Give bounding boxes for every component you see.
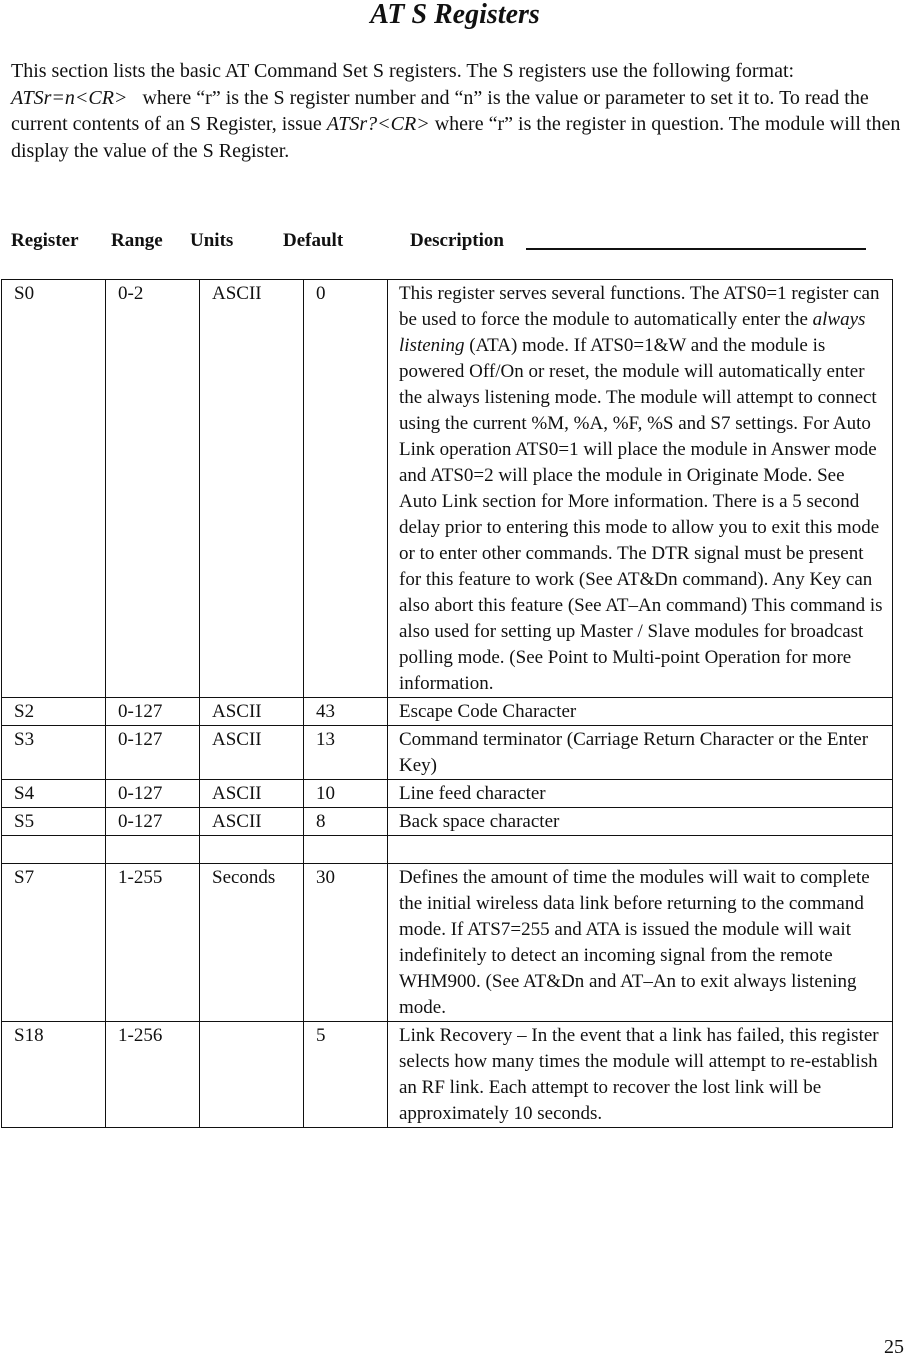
- command-read: ATSr?<CR>: [326, 113, 430, 135]
- intro-paragraph: [11, 58, 910, 164]
- units-cell: ASCII: [200, 726, 304, 780]
- intro-text-3: where “r” is the register in question. The module will then display the value of the S Register.: [11, 113, 901, 162]
- range-cell: [106, 836, 200, 864]
- default-cell: [304, 836, 388, 864]
- range-cell: 0-127: [106, 780, 200, 808]
- units-cell: [200, 836, 304, 864]
- units-cell: ASCII: [200, 780, 304, 808]
- description-cell: Defines the amount of time the modules will wait to complete the initial wireless data link before returning to the command mode. If ATS7=255 and ATA is issued the module will wait indefinitely to detect an incoming signal from the remote WHM900. (See AT&Dn and AT–An to exit always listening mode.: [388, 864, 893, 1022]
- table-row: [2, 1022, 893, 1128]
- range-cell: 0-127: [106, 698, 200, 726]
- register-cell: S7: [2, 864, 106, 1022]
- header-units: Units: [190, 230, 234, 251]
- table-row: [2, 280, 893, 698]
- description-emphasis: always listening: [399, 309, 866, 356]
- description-cell: Line feed character: [388, 780, 893, 808]
- table-row: [2, 808, 893, 836]
- range-cell: 1-256: [106, 1022, 200, 1128]
- default-cell: 43: [304, 698, 388, 726]
- register-cell: S2: [2, 698, 106, 726]
- page-title: AT S Registers: [370, 0, 540, 30]
- table-row: [2, 698, 893, 726]
- description-cell: Link Recovery – In the event that a link has failed, this register selects how many times the module will attempt to re-establish an RF link. Each attempt to recover the lost link will be approximately 10 seconds.: [388, 1022, 893, 1128]
- table-row-empty: [2, 836, 893, 864]
- register-cell: S5: [2, 808, 106, 836]
- header-underline: [526, 248, 866, 250]
- range-cell: 1-255: [106, 864, 200, 1022]
- description-cell: Command terminator (Carriage Return Character or the Enter Key): [388, 726, 893, 780]
- register-cell: S0: [2, 280, 106, 698]
- header-default: Default: [283, 230, 344, 251]
- units-cell: Seconds: [200, 864, 304, 1022]
- default-cell: 30: [304, 864, 388, 1022]
- register-cell: S3: [2, 726, 106, 780]
- default-cell: 0: [304, 280, 388, 698]
- range-cell: 0-2: [106, 280, 200, 698]
- register-cell: S4: [2, 780, 106, 808]
- table-row: [2, 780, 893, 808]
- intro-text-1: This section lists the basic AT Command Set S registers. The S registers use the following format:: [11, 60, 795, 82]
- register-cell: [2, 836, 106, 864]
- description-text: This register serves several functions. The ATS0=1 register can be used to force the module to automatically enter the: [399, 283, 880, 330]
- table-row: [2, 864, 893, 1022]
- description-cell: Escape Code Character: [388, 698, 893, 726]
- default-cell: 5: [304, 1022, 388, 1128]
- units-cell: [200, 1022, 304, 1128]
- default-cell: 8: [304, 808, 388, 836]
- default-cell: 13: [304, 726, 388, 780]
- default-cell: 10: [304, 780, 388, 808]
- range-cell: 0-127: [106, 808, 200, 836]
- page-number: 25: [884, 1336, 904, 1358]
- description-cell: [388, 280, 893, 698]
- header-range: Range: [111, 230, 163, 251]
- units-cell: ASCII: [200, 280, 304, 698]
- command-format: ATSr=n<CR>: [11, 86, 128, 109]
- intro-text-2: where “r” is the S register number and “n” is the value or parameter to set it to. To read the current contents of an S Register, issue: [11, 86, 869, 135]
- units-cell: ASCII: [200, 698, 304, 726]
- header-register: Register: [11, 230, 79, 251]
- description-cell: Back space character: [388, 808, 893, 836]
- description-text: (ATA) mode. If ATS0=1&W and the module is powered Off/On or reset, the module will automatically enter the always listening mode. The module will attempt to connect using the current %M, %A, %F, %S and S7 settings. For Auto Link operation ATS0=1 will place the module in Answer mode and ATS0=2 will place the module in Originate Mode. See Auto Link section for More information. There is a 5 second delay prior to entering this mode to allow you to exit this mode or to enter other commands. The DTR signal must be present for this feature to work (See AT&Dn command). Any Key can also abort this feature (See AT–An command) This command is also used for setting up Master / Slave modules for broadcast polling mode. (See Point to Multi-point Operation for more information.: [399, 335, 883, 694]
- table-row: [2, 726, 893, 780]
- header-description: Description: [410, 230, 504, 251]
- range-cell: 0-127: [106, 726, 200, 780]
- description-cell: [388, 836, 893, 864]
- registers-table: [1, 279, 893, 1128]
- register-cell: S18: [2, 1022, 106, 1128]
- units-cell: ASCII: [200, 808, 304, 836]
